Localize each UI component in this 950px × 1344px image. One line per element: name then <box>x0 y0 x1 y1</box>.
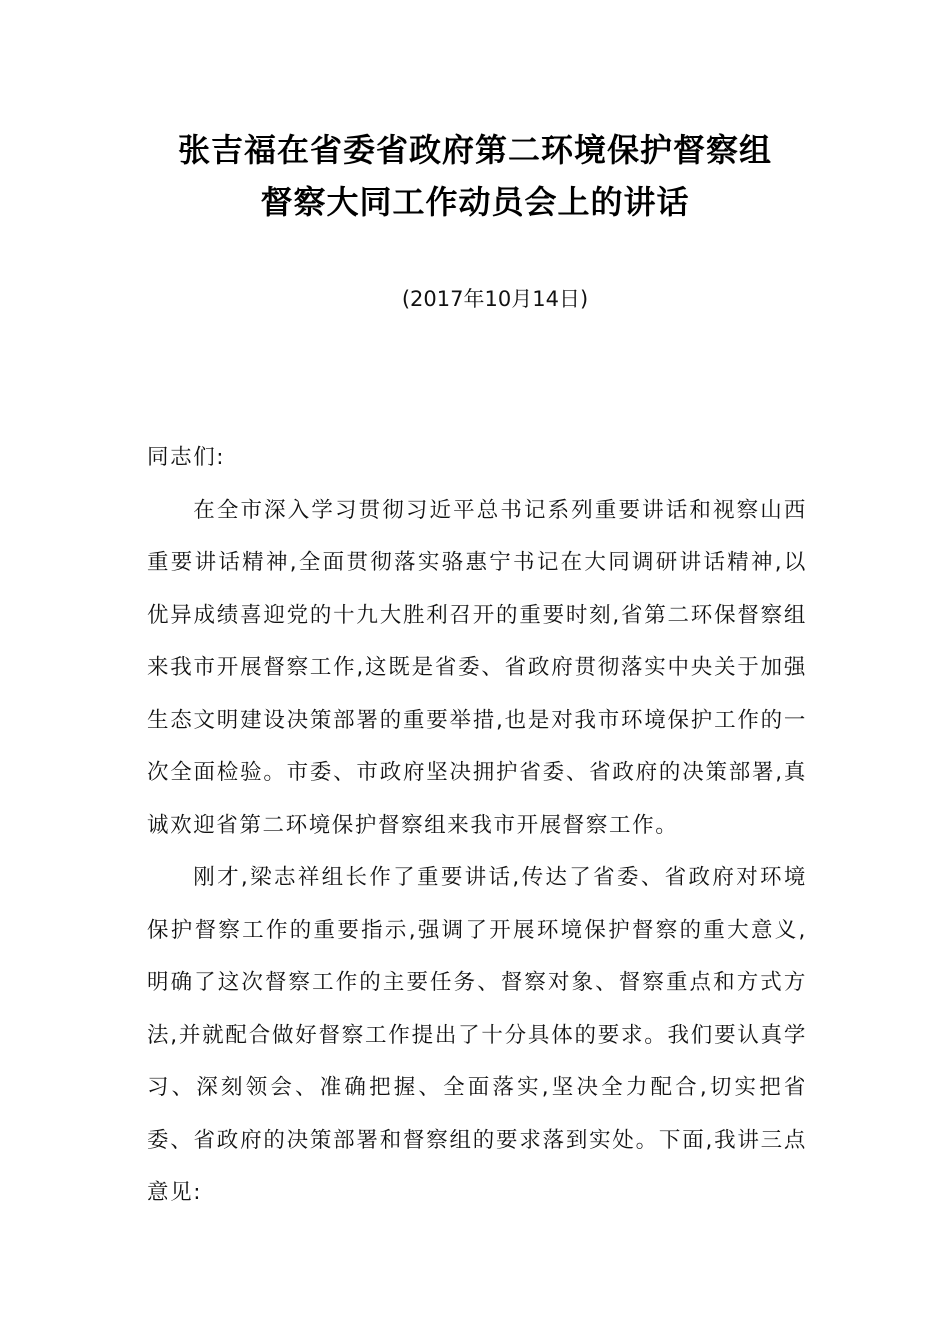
salutation: 同志们: <box>147 445 226 470</box>
document-body <box>147 432 807 1220</box>
speech-date: (2017年10月14日) <box>401 287 589 311</box>
paragraph-1: 在全市深入学习贯彻习近平总书记系列重要讲话和视察山西重要讲话精神,全面贯彻落实骆惠宁书记在大同调研讲话精神,以优异成绩喜迎党的十九大胜利召开的重要时刻,省第二环保督察组来我市开展督察工作,这既是省委、省政府贯彻落实中央关于加强生态文明建设决策部署的重要举措,也是对我市环境保护工作的一次全面检验。市委、市政府坚决拥护省委、省政府的决策部署,真诚欢迎省第二环境保护督察组来我市开展督察工作。 <box>147 497 807 838</box>
title-line-2: 督察大同工作动员会上的讲话 <box>260 183 690 221</box>
title-line-1: 张吉福在省委省政府第二环境保护督察组 <box>177 131 772 169</box>
paragraph-2: 刚才,梁志祥组长作了重要讲话,传达了省委、省政府对环境保护督察工作的重要指示,强调了开展环境保护督察的重大意义,明确了这次督察工作的主要任务、督察对象、督察重点和方式方法,并就配合做好督察工作提出了十分具体的要求。我们要认真学习、深刻领会、准确把握、全面落实,坚决全力配合,切实把省委、省政府的决策部署和督察组的要求落到实处。下面,我讲三点意见: <box>147 865 807 1205</box>
